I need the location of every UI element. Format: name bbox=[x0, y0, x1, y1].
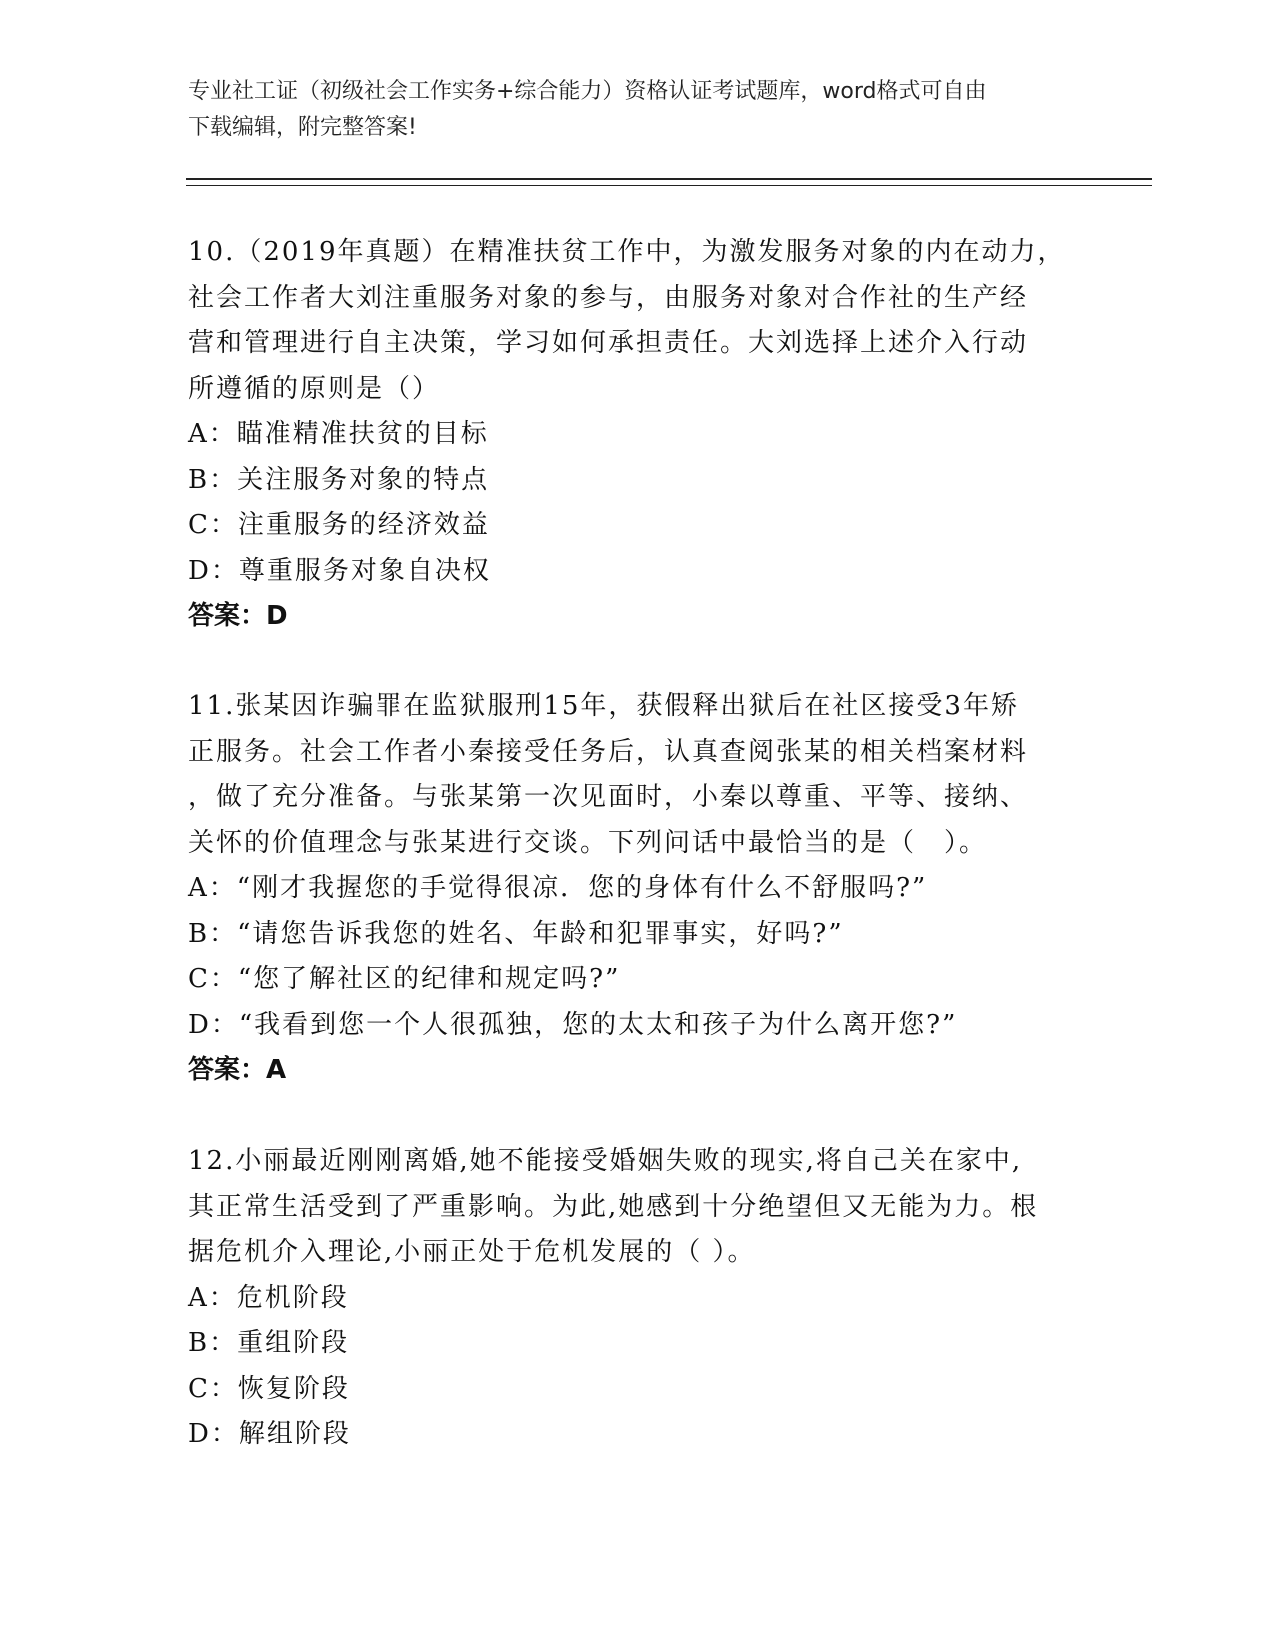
answer-line: 答案：A bbox=[188, 1055, 287, 1085]
header-text: 专业社工证（初级社会工作实务+综合能力）资格认证考试题库，word格式可自由 下载编辑，附完整答案! bbox=[188, 79, 987, 140]
option-b: B：关注服务对象的特点 bbox=[188, 464, 490, 495]
question-10 bbox=[188, 230, 1088, 640]
option-d: D：尊重服务对象自决权 bbox=[188, 555, 491, 586]
document-header bbox=[188, 74, 1088, 146]
option-c: C：注重服务的经济效益 bbox=[188, 510, 490, 540]
option-b: B：重组阶段 bbox=[188, 1328, 350, 1358]
option-a: A：瞄准精准扶贫的目标 bbox=[188, 419, 489, 449]
option-a: A：“刚才我握您的手觉得很凉．您的身体有什么不舒服吗?” bbox=[188, 873, 928, 903]
question-11 bbox=[188, 684, 1088, 1094]
question-12 bbox=[188, 1139, 1088, 1458]
question-stem: 10.（2019年真题）在精准扶贫工作中，为激发服务对象的内在动力， 社会工作者大刘注重服务对象的参与，由服务对象对合作社的生产经 营和管理进行自主决策，学习如何承担责任。大刘选择上述介入行动 所遵循的原则是（） bbox=[188, 237, 1066, 404]
question-stem: 11.张某因诈骗罪在监狱服刑15年，获假释出狱后在社区接受3年矫 正服务。社会工作者小秦接受任务后，认真查阅张某的相关档案材料 ，做了充分准备。与张某第一次见面时，小秦以尊重、平等、接纳、 关怀的价值理念与张某进行交谈。下列问话中最恰当的是（ ）。 bbox=[188, 691, 1029, 858]
option-c: C：“您了解社区的纪律和规定吗?” bbox=[188, 964, 621, 994]
answer-line: 答案：D bbox=[188, 601, 288, 631]
header-divider bbox=[186, 178, 1152, 186]
option-list bbox=[188, 1276, 1088, 1458]
option-list bbox=[188, 412, 1088, 594]
option-a: A：危机阶段 bbox=[188, 1282, 349, 1313]
option-d: D：解组阶段 bbox=[188, 1419, 351, 1449]
option-b: B：“请您告诉我您的姓名、年龄和犯罪事实，好吗?” bbox=[188, 918, 844, 949]
option-c: C：恢复阶段 bbox=[188, 1373, 350, 1404]
option-list bbox=[188, 866, 1088, 1048]
option-d: D：“我看到您一个人很孤独，您的太太和孩子为什么离开您?” bbox=[188, 1009, 958, 1040]
question-stem: 12.小丽最近刚刚离婚,她不能接受婚姻失败的现实,将自己关在家中, 其正常生活受到了严重影响。为此,她感到十分绝望但又无能为力。根 据危机介入理论,小丽正处于危机发展的（ ）。 bbox=[188, 1146, 1039, 1267]
